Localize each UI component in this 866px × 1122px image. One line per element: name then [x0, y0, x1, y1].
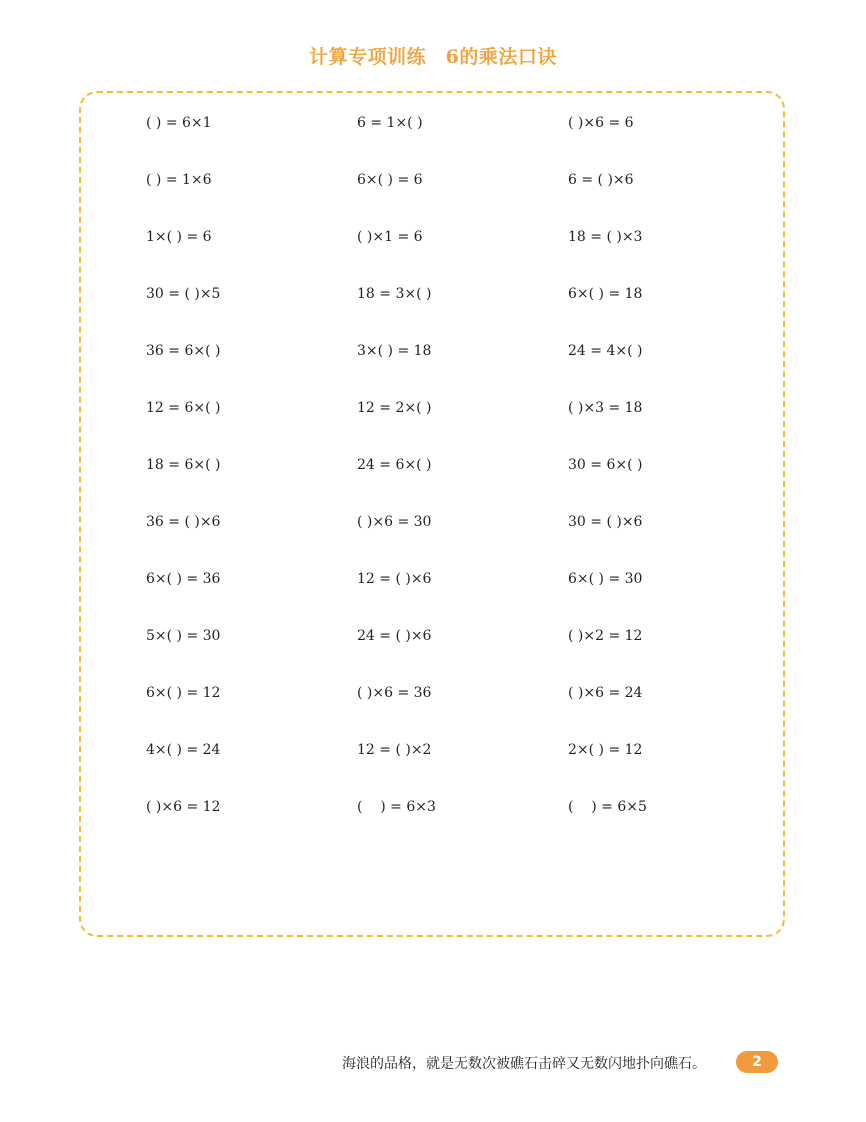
math-problem: 24 = 6×( ): [357, 457, 432, 473]
footer-quote: 海浪的品格，就是无数次被礁石击碎又无数闪地扑向礁石。: [342, 1056, 706, 1072]
math-problem: ( )×2 = 12: [568, 628, 643, 644]
math-problem: ( ) = 6×1: [146, 115, 212, 131]
page-title: 计算专项训练 6的乘法口诀: [309, 46, 557, 68]
math-problem: 18 = ( )×3: [568, 229, 643, 245]
math-problem: ( )×6 = 12: [146, 799, 221, 815]
page-number-badge: 2: [736, 1051, 778, 1073]
math-problem: 6×( ) = 30: [568, 571, 643, 587]
math-problem: ( )×1 = 6: [357, 229, 423, 245]
math-problem: 12 = ( )×6: [357, 571, 432, 587]
math-problem: 6×( ) = 12: [146, 685, 221, 701]
math-problem: 6×( ) = 36: [146, 571, 221, 587]
math-problem: ( )×6 = 36: [357, 685, 432, 701]
math-problem: 1×( ) = 6: [146, 229, 212, 245]
math-problem: 4×( ) = 24: [146, 742, 221, 758]
math-problem: 6 = 1×( ): [357, 115, 423, 131]
math-problem: 36 = 6×( ): [146, 343, 221, 359]
math-problem: 6 = ( )×6: [568, 172, 634, 188]
math-problem: 12 = ( )×2: [357, 742, 432, 758]
math-problem: 24 = ( )×6: [357, 628, 432, 644]
math-problem: ( )×6 = 6: [568, 115, 634, 131]
math-problem: 5×( ) = 30: [146, 628, 221, 644]
math-problem: 30 = ( )×5: [146, 286, 221, 302]
math-problem: 30 = ( )×6: [568, 514, 643, 530]
math-problem: 12 = 2×( ): [357, 400, 432, 416]
math-problem: 18 = 3×( ): [357, 286, 432, 302]
math-problem: 12 = 6×( ): [146, 400, 221, 416]
math-problem: ( )×6 = 24: [568, 685, 643, 701]
math-problem: 2×( ) = 12: [568, 742, 643, 758]
math-problem: 6×( ) = 18: [568, 286, 643, 302]
problem-grid: [146, 114, 779, 855]
math-problem: ( ) = 1×6: [146, 172, 212, 188]
math-problem: ( )×3 = 18: [568, 400, 643, 416]
math-problem: ( )×6 = 30: [357, 514, 432, 530]
math-problem: 24 = 4×( ): [568, 343, 643, 359]
math-problem: 6×( ) = 6: [357, 172, 423, 188]
math-problem: ( ) = 6×3: [357, 799, 436, 815]
math-problem: ( ) = 6×5: [568, 799, 647, 815]
math-problem: 36 = ( )×6: [146, 514, 221, 530]
math-problem: 3×( ) = 18: [357, 343, 432, 359]
math-problem: 18 = 6×( ): [146, 457, 221, 473]
math-problem: 30 = 6×( ): [568, 457, 643, 473]
